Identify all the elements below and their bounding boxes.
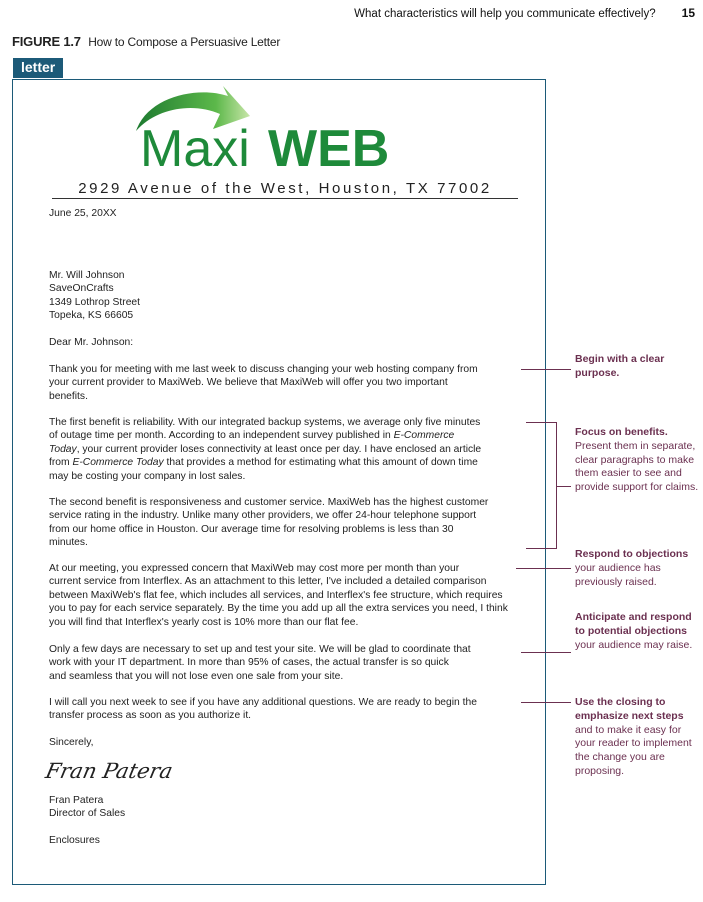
connector-line (521, 652, 571, 653)
note-bold: Anticipate and respond to potential objections (575, 611, 692, 637)
signature-text: Fran Patera (43, 759, 175, 784)
complimentary-close: Sincerely, (49, 737, 94, 748)
note-text: Present them in separate, clear paragraphs to make them easier to see and provide support for claims. (575, 439, 699, 494)
figure-label: FIGURE 1.7 (12, 34, 81, 49)
note-benefits (575, 426, 700, 495)
text-line: minutes. (49, 537, 88, 549)
note-respond (575, 548, 700, 589)
note-text: and to make it easy for your reader to implement the change you are proposing. (575, 723, 692, 777)
connector-line (521, 369, 571, 370)
letter-tag: letter (13, 58, 63, 78)
paragraph-setup (49, 643, 471, 683)
paragraph-reliability (49, 416, 481, 483)
recipient-line: Mr. Will Johnson (49, 270, 125, 281)
enclosures: Enclosures (49, 835, 100, 846)
connector-line (526, 548, 556, 549)
sender-title: Director of Sales (49, 808, 126, 820)
paragraph-service (49, 496, 488, 550)
company-address: 2929 Avenue of the West, Houston, TX 77002 (52, 180, 518, 199)
recipient-line: Topeka, KS 66605 (49, 310, 134, 322)
note-text: your audience may raise. (575, 638, 693, 651)
text-line: transfer process as soon as you authorize it. (49, 710, 252, 722)
note-anticipate (575, 611, 700, 652)
note-bold: Begin with a clear purpose. (575, 353, 665, 379)
text-line: The first benefit is reliability. With our integrated backup systems, we average only five minutes (49, 417, 481, 428)
sender-block (49, 794, 125, 821)
note-closing (575, 696, 700, 779)
text-line: Thank you for meeting with me last week to discuss changing your web hosting company from (49, 364, 478, 375)
text-line: from E-Commerce Today that provides a method for estimating what this amount of down time (49, 457, 478, 469)
connector-line (516, 568, 571, 569)
note-purpose (575, 353, 700, 381)
paragraph-purpose (49, 363, 478, 403)
figure-title (12, 34, 280, 49)
text-line: Today, your current provider loses connectivity at least once per day. I have enclosed an article (49, 443, 482, 455)
paragraph-objection (49, 562, 508, 629)
figure-caption: How to Compose a Persuasive Letter (88, 35, 281, 49)
logo-web: WEB (268, 120, 390, 178)
text-line: between MaxiWeb's flat fee, which includes all services, and Interflex's fee structure, which requires (49, 589, 503, 601)
text-line: your current provider to MaxiWeb. We believe that MaxiWeb will offer you two important (49, 377, 448, 389)
note-bold: Focus on benefits. (575, 426, 668, 438)
text-line: benefits. (49, 390, 88, 402)
text-line: from our home office in Houston. Our average time for resolving problems is less than 30 (49, 523, 454, 535)
text-line: service rating in the industry. Unlike many other providers, we offer 24-hour telephone support (49, 510, 477, 522)
text-line: and seamless that you will not lose even one sale from your site. (49, 670, 344, 682)
logo-maxi: Maxi (140, 120, 250, 178)
text-line: you to pay for each service separately. By the time you add up all the extra services you need, I think (49, 603, 508, 615)
paragraph-closing (49, 696, 477, 723)
text-line: The second benefit is responsiveness and customer service. MaxiWeb has the highest customer (49, 497, 489, 508)
page-number: 15 (681, 6, 695, 20)
maxiweb-logo (128, 86, 433, 178)
text-line: current service from Interflex. As an attachment to this letter, I've included a detailed comparison (49, 576, 487, 588)
salutation: Dear Mr. Johnson: (49, 337, 134, 348)
text-line: Only a few days are necessary to set up and test your site. We will be glad to coordinate that (49, 644, 471, 655)
handwritten-signature (43, 752, 175, 786)
connector-line (521, 702, 571, 703)
text-line: may be costing your company in lost sales. (49, 470, 246, 482)
text-line: of outage time per month. According to an independent survey published in E-Commerce (49, 430, 455, 442)
text-line: At our meeting, you expressed concern that MaxiWeb may cost more per month than your (49, 563, 460, 574)
note-text: your audience has previously raised. (575, 561, 661, 588)
recipient-block (49, 269, 140, 323)
text-line: you will find that Interflex's yearly cost is 10% more than our flat fee. (49, 616, 359, 628)
note-bold: Respond to objections (575, 548, 689, 560)
sender-name: Fran Patera (49, 795, 104, 806)
note-bold: Use the closing to emphasize next steps (575, 696, 684, 722)
running-head (354, 6, 695, 20)
running-head-question: What characteristics will help you communicate effectively? (354, 8, 656, 20)
connector-line (526, 422, 556, 423)
text-line: I will call you next week to see if you have any additional questions. We are ready to begin the (49, 697, 477, 708)
recipient-line: 1349 Lothrop Street (49, 296, 141, 308)
connector-line (556, 486, 571, 487)
text-line: work with your IT department. In more than 95% of cases, the actual transfer is so quick (49, 657, 449, 669)
recipient-line: SaveOnCrafts (49, 283, 114, 295)
letter-date: June 25, 20XX (49, 208, 117, 219)
